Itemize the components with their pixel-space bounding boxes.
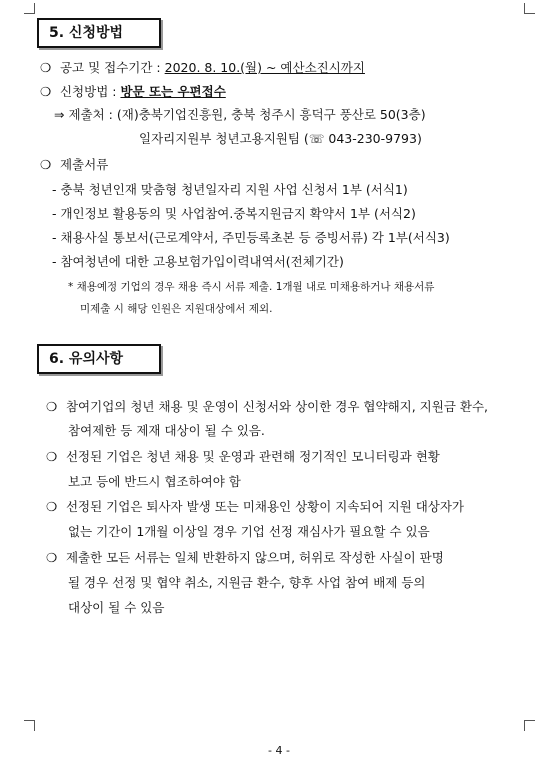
doc-item: - 참여청년에 대한 고용보험가입이력내역서(전체기간) — [52, 254, 344, 269]
docs-title-line — [40, 155, 108, 173]
docs-title: 제출서류 — [59, 157, 109, 172]
caution-text: 선정된 기업은 청년 채용 및 운영과 관련해 정기적인 모니터링과 현황 — [65, 449, 440, 464]
doc-item: - 개인정보 활용동의 및 사업참여.중복지원금지 확약서 1부 (서식2) — [52, 206, 416, 221]
arrow-icon: ⇒ — [54, 107, 65, 122]
page-number: - 4 - — [268, 744, 290, 757]
notice-label: 공고 및 접수기간 : — [59, 60, 161, 75]
submit-line-2: 일자리지원부 청년고용지원팀 (☏ 043-230-9793) — [139, 131, 422, 146]
method-label: 신청방법 : — [59, 84, 117, 99]
caution-item-1 — [46, 397, 488, 415]
caution-item-4 — [46, 548, 444, 566]
doc-item: - 충북 청년인재 맞춤형 청년일자리 지원 사업 신청서 1부 (서식1) — [52, 182, 408, 197]
submit-address: (재)충북기업진흥원, 충북 청주시 흥덕구 풍산로 50(3층) — [116, 107, 426, 122]
bullet-icon: ❍ — [46, 399, 58, 414]
caution-text: 보고 등에 반드시 협조하여야 함 — [68, 474, 241, 489]
notice-period-line — [40, 58, 365, 76]
bullet-icon: ❍ — [46, 499, 58, 514]
caution-text: 참여제한 등 제재 대상이 될 수 있음. — [68, 423, 265, 438]
caution-text: 대상이 될 수 있음 — [68, 600, 165, 615]
method-line — [40, 82, 226, 100]
submit-label: 제출처 : — [68, 107, 113, 122]
caution-text: 참여기업의 청년 채용 및 운영이 신청서와 상이한 경우 협약해지, 지원금 환수, — [65, 399, 488, 414]
bullet-icon: ❍ — [40, 84, 52, 99]
caution-text: 제출한 모든 서류는 일체 반환하지 않으며, 허위로 작성한 사실이 판명 — [65, 550, 444, 565]
bullet-icon: ❍ — [40, 157, 52, 172]
caution-text: 없는 기간이 1개월 이상일 경우 기업 선정 재심사가 필요할 수 있음 — [68, 524, 430, 539]
corner-mark-bottom-right — [524, 720, 535, 731]
caution-text: 될 경우 선정 및 협약 취소, 지원금 환수, 향후 사업 참여 배제 등의 — [68, 575, 426, 590]
corner-mark-top-left — [24, 3, 35, 14]
submit-line-1 — [54, 105, 426, 123]
caution-item-3 — [46, 497, 464, 515]
method-value: 방문 또는 우편접수 — [120, 84, 226, 99]
corner-mark-top-right — [524, 3, 535, 14]
note-line-2: 미제출 시 해당 인원은 지원대상에서 제외. — [80, 303, 273, 315]
bullet-icon: ❍ — [46, 550, 58, 565]
bullet-icon: ❍ — [40, 60, 52, 75]
caution-item-2 — [46, 447, 440, 465]
note-line-1: * 채용예정 기업의 경우 채용 즉시 서류 제출. 1개월 내로 미채용하거나 채용서류 — [68, 281, 435, 293]
corner-mark-bottom-left — [24, 720, 35, 731]
section-6-heading: 6. 유의사항 — [37, 344, 161, 374]
doc-item: - 채용사실 통보서(근로계약서, 주민등록초본 등 증빙서류) 각 1부(서식3) — [52, 230, 450, 245]
section-5-heading: 5. 신청방법 — [37, 18, 161, 48]
notice-value: 2020. 8. 10.(월) ~ 예산소진시까지 — [164, 60, 365, 75]
caution-text: 선정된 기업은 퇴사자 발생 또는 미채용인 상황이 지속되어 지원 대상자가 — [65, 499, 464, 514]
bullet-icon: ❍ — [46, 449, 58, 464]
